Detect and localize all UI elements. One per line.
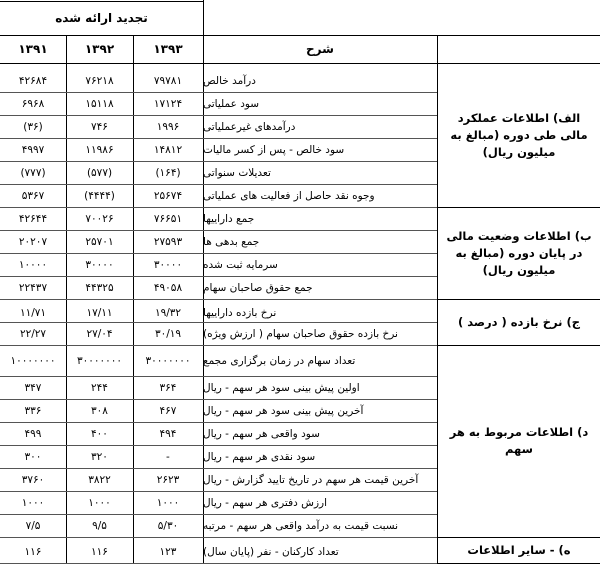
description-header: شرح [306, 42, 334, 56]
row-description: جمع حقوق صاحبان سهام [203, 281, 313, 294]
value-1393: ۲۶۲۳ [156, 473, 180, 486]
row-description: تعداد کارکنان - نفر (پایان سال) [203, 546, 339, 558]
value-1393: ۲۵۶۷۴ [153, 189, 183, 202]
value-1391: ۱۰۰۰۰۰۰۰ [10, 354, 56, 367]
value-1392: ۳۰۸ [91, 404, 108, 417]
value-1392: ۷۰۰۲۶ [85, 212, 114, 225]
value-1393: ۳۰/۱۹ [154, 327, 182, 340]
value-1391: ۱۱/۷۱ [19, 306, 47, 319]
value-1391: (۷۷۷) [20, 166, 46, 179]
row-description: سرمایه ثبت شده [203, 258, 278, 271]
value-1391: ۴۲۶۴۴ [18, 212, 48, 225]
value-1392: ۷۶۲۱۸ [85, 75, 114, 87]
section-label-3: د) اطلاعات مربوط به هر سهم [449, 425, 589, 456]
value-1391: ۷/۵ [25, 519, 41, 532]
section-label-0: الف) اطلاعات عملکرد مالی طی دوره (مبالغ به میلیون ریال) [450, 110, 588, 159]
row-line [0, 537, 437, 538]
section-label-1: ب) اطلاعات وضعیت مالی در پایان دوره (مبالغ به میلیون ریال) [446, 228, 592, 277]
row-description: سود واقعی هر سهم - ریال [203, 427, 320, 440]
year-header-2: ۱۳۹۱ [18, 42, 48, 56]
value-1392: ۳۰۰۰۰۰۰۰ [76, 354, 123, 367]
value-1391: ۱۰۰۰۰ [18, 258, 48, 271]
value-1392: ۹/۵ [92, 519, 107, 532]
value-1393: ۲۷۵۹۳ [153, 235, 183, 248]
year-header-0: ۱۳۹۳ [153, 42, 183, 56]
value-1391: ۲۲/۲۷ [19, 327, 47, 340]
row-description: درآمدهای غیرعملیاتی [203, 120, 296, 133]
value-1393: ۱۰۰۰ [156, 496, 180, 509]
row-description: سود خالص - پس از کسر مالیات [203, 143, 345, 156]
value-1393: ۱۹/۳۲ [154, 306, 182, 319]
value-1391: (۳۶) [23, 120, 43, 133]
row-description: اولین پیش بینی سود هر سهم - ریال [203, 381, 360, 394]
row-description: آخرین قیمت هر سهم در تاریخ تایید گزارش - ریال [203, 473, 419, 486]
row-description: نسبت قیمت به درآمد واقعی هر سهم - مرتبه [203, 519, 399, 532]
row-description: سود نقدی هر سهم - ریال [203, 450, 316, 463]
value-1391: ۱۱۶ [24, 546, 42, 558]
value-1391: ۴۹۹ [24, 427, 42, 440]
value-1392: (۵۷۷) [86, 166, 113, 179]
year-header-1: ۱۳۹۲ [84, 42, 115, 56]
value-1392: ۱۵۱۱۸ [85, 97, 114, 110]
value-1391: ۳۰۰ [24, 450, 42, 463]
value-1393: ۳۶۴ [159, 381, 177, 394]
title-right-border [203, 0, 204, 35]
row-description: تعداد سهام در زمان برگزاری مجمع [203, 354, 356, 367]
value-1391: ۳۳۶ [24, 404, 42, 417]
section-label-2: ج) نرخ بازده ( درصد ) [457, 314, 581, 329]
value-1392: ۲۷/۰۴ [86, 327, 113, 340]
value-1393: ۱۷۱۲۴ [153, 97, 183, 110]
restated-title: تجدید ارائه شده [55, 10, 148, 25]
value-1392: ۱۱۹۸۶ [85, 143, 114, 156]
row-description: جمع بدهی ها [203, 235, 260, 248]
value-1391: ۲۲۴۳۷ [18, 281, 48, 294]
value-1392: ۴۰۰ [91, 427, 108, 440]
value-1393: ۷۶۶۵۱ [153, 212, 183, 225]
value-1392: ۷۴۶ [91, 120, 108, 133]
value-1393: ۳۰۰۰۰۰۰۰ [145, 354, 191, 367]
row-line [0, 299, 437, 300]
value-1393: ۴۹۴ [159, 427, 177, 440]
value-1393: ۴۹۰۵۸ [153, 281, 183, 294]
value-1393: ۴۶۷ [159, 404, 177, 417]
value-1391: ۳۷۶۰ [21, 473, 45, 486]
value-1393: ۵/۳۰ [157, 519, 179, 532]
value-1393: (۱۶۴) [155, 166, 181, 179]
value-1391: ۶۹۶۸ [21, 97, 45, 110]
value-1392: ۱۷/۱۱ [86, 306, 113, 319]
value-1392: ۲۴۴ [91, 381, 108, 394]
row-description: تعدیلات سنواتی [203, 166, 271, 179]
value-1393: - [166, 450, 170, 463]
value-1392: ۴۴۳۲۵ [85, 281, 114, 294]
row-description: درآمد خالص [203, 75, 256, 87]
section-label-4: ه) - سایر اطلاعات [467, 542, 571, 557]
value-1391: ۲۰۲۰۷ [18, 235, 48, 248]
value-1392: ۳۰۰۰۰ [85, 258, 114, 271]
row-description: آخرین پیش بینی سود هر سهم - ریال [203, 404, 364, 417]
row-description: جمع داراییها [203, 212, 255, 225]
value-1391: ۳۴۷ [24, 381, 42, 394]
value-1393: ۱۴۸۱۲ [153, 143, 183, 156]
value-1391: ۴۹۹۷ [21, 143, 45, 156]
title-top-border [0, 1, 204, 2]
value-1393: ۱۹۹۶ [156, 120, 180, 133]
header-top-line [0, 35, 600, 36]
row-description: ارزش دفتری هر سهم - ریال [203, 496, 328, 509]
value-1391: ۴۲۶۸۴ [18, 75, 48, 87]
value-1391: ۵۳۶۷ [21, 189, 45, 202]
value-1392: ۳۸۲۲ [88, 473, 111, 486]
value-1391: ۱۰۰۰ [21, 496, 45, 509]
row-description: سود عملیاتی [203, 97, 260, 110]
row-description: نرخ بازده حقوق صاحبان سهام ( ارزش ویژه) [203, 327, 398, 340]
value-1393: ۳۰۰۰۰ [153, 258, 183, 271]
value-1392: ۱۱۶ [91, 546, 108, 558]
value-1392: ۱۰۰۰ [88, 496, 111, 509]
value-1392: ۲۵۷۰۱ [85, 235, 114, 248]
value-1393: ۷۹۷۸۱ [153, 75, 183, 87]
value-1392: ۳۲۰ [91, 450, 108, 463]
row-description: نرخ بازده داراییها [203, 306, 277, 319]
row-description: وجوه نقد حاصل از فعالیت های عملیاتی [203, 189, 375, 202]
value-1393: ۱۲۳ [159, 546, 177, 558]
value-1392: (۴۴۴۴) [84, 189, 115, 202]
